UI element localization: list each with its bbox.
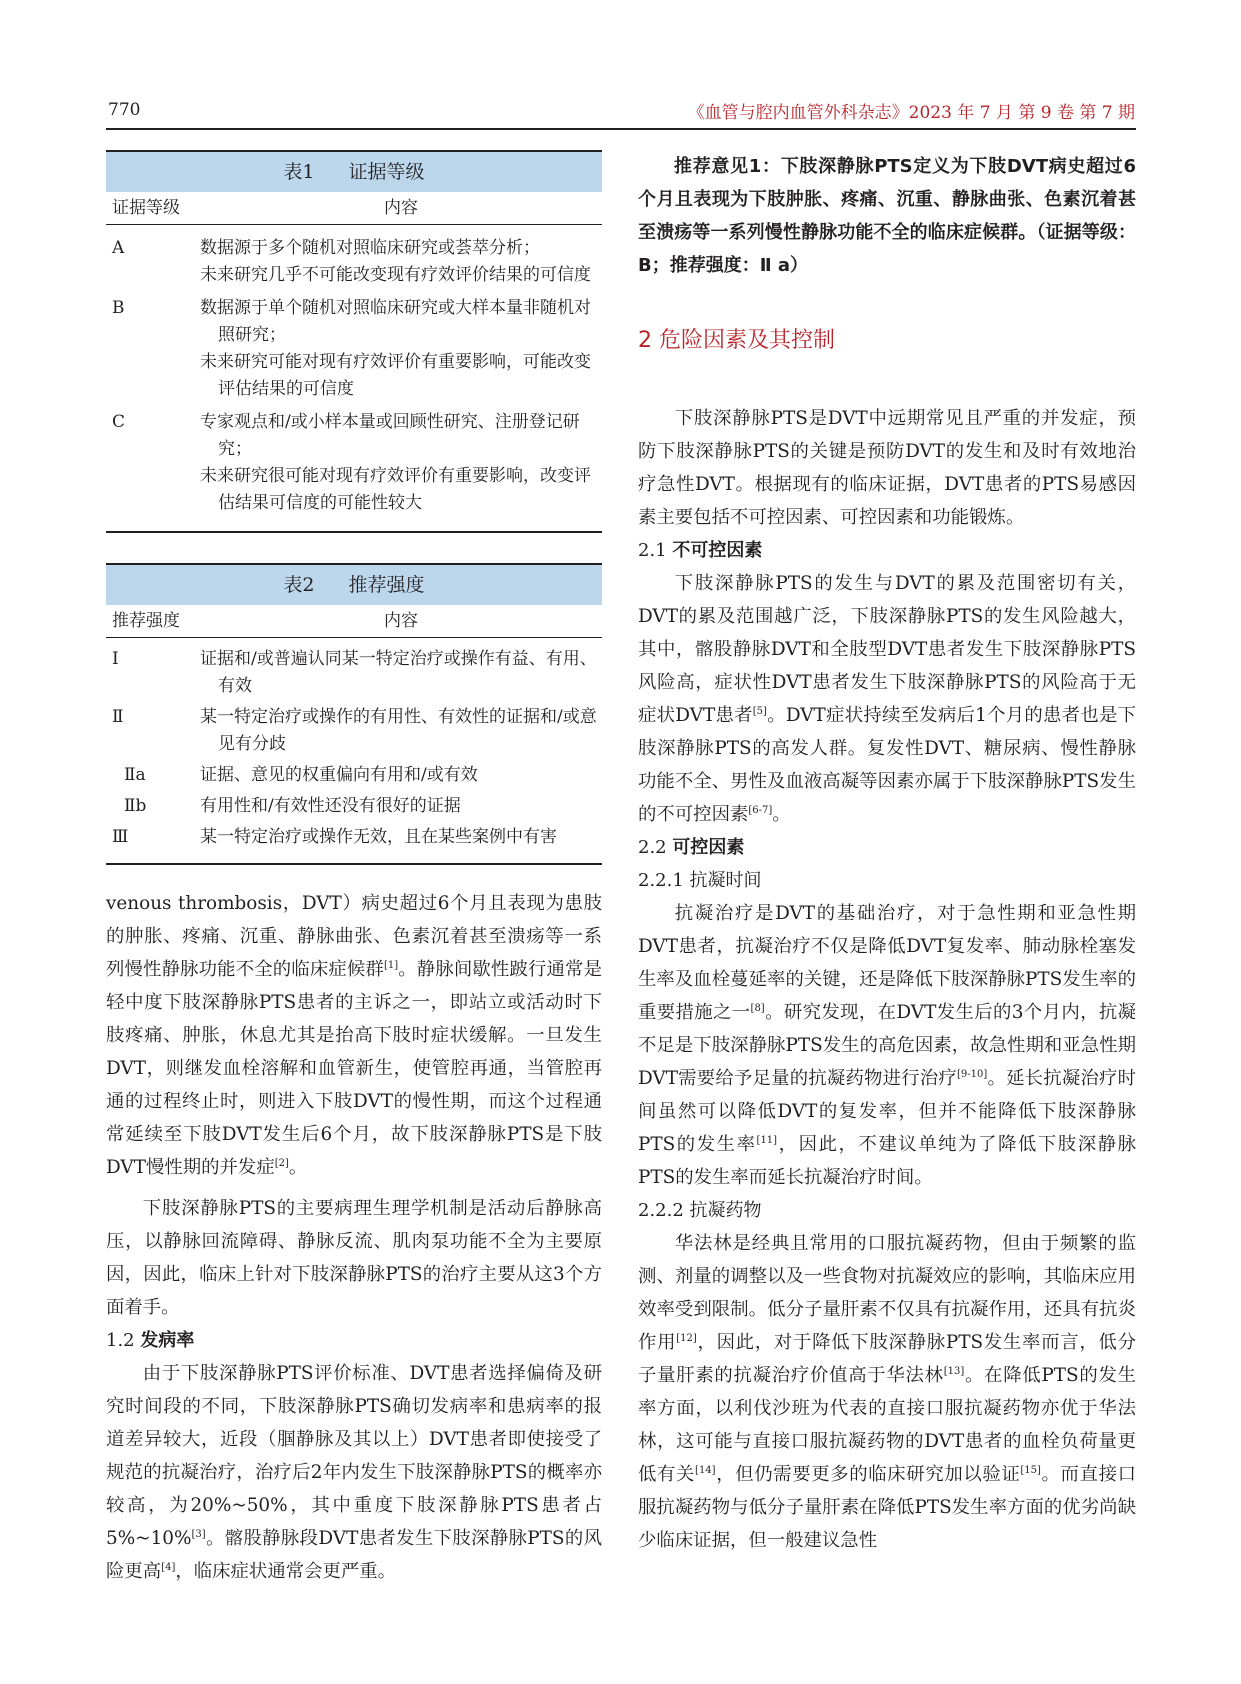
column-header: 内容 <box>384 611 418 631</box>
paragraph: 下肢深静脉PTS的主要病理生理学机制是活动后静脉高压，以静脉回流障碍、静脉反流、肌肉泵功能不全为主要原因，因此，临床上针对下肢深静脉PTS的治疗主要从这3个方面着手。 <box>106 1198 602 1318</box>
table-row <box>106 295 602 403</box>
page-number: 770 <box>108 100 141 120</box>
strength-code: Ⅲ <box>112 827 129 847</box>
table-cell-text: 数据源于单个随机对照临床研究或大样本量非随机对照研究； <box>200 298 591 345</box>
table-cell-text: 证据和/或普遍认同某一特定治疗或操作有益、有用、有效 <box>200 649 597 696</box>
table-recommendation-strength <box>106 563 602 865</box>
table-title: 表1 证据等级 <box>106 150 602 192</box>
evidence-code: C <box>112 412 126 432</box>
table-body <box>106 225 602 533</box>
strength-code: Ⅱb <box>124 796 147 816</box>
strength-code: Ⅱa <box>124 765 146 785</box>
table-cell-text: 未来研究可能对现有疗效评价有重要影响，可能改变评估结果的可信度 <box>200 352 591 399</box>
paragraph: venous thrombosis，DVT）病史超过6个月且表现为患肢的肿胀、疼痛、沉重、静脉曲张、色素沉着甚至溃疡等一系列慢性静脉功能不全的临床症候群[1]。静脉间歇性跛行通常是轻中度下肢深静脉PTS患者的主诉之一，即站立或活动时下肢疼痛、肿胀，休息尤其是抬高下肢时症状缓解。一旦发生DVT，则继发血栓溶解和血管新生，使管腔再通，当管腔再通的过程终止时，则进入下肢DVT的慢性期，而这个过程通常延续至下肢DVT发生后6个月，故下肢深静脉PTS是下肢DVT慢性期的并发症[2]。 <box>106 893 602 1178</box>
paragraph: 华法林是经典且常用的口服抗凝药物，但由于频繁的监测、剂量的调整以及一些食物对抗凝效应的影响，其临床应用效率受到限制。低分子量肝素不仅具有抗凝作用，还具有抗炎作用[12]，因此，对于降低下肢深静脉PTS发生率而言，低分子量肝素的抗凝治疗价值高于华法林[13]。在降低PTS的发生率方面，以利伐沙班为代表的直接口服抗凝药物亦优于华法林，这可能与直接口服抗凝药物的DVT患者的血栓负荷量更低有关[14]，但仍需要更多的临床研究加以验证[15]。而直接口服抗凝药物与低分子量肝素在降低PTS发生率方面的优劣尚缺少临床证据，但一般建议急性 <box>638 1233 1136 1551</box>
table-cell-text: 某一特定治疗或操作无效，且在某些案例中有害 <box>200 827 557 847</box>
table-row <box>106 793 602 820</box>
subsection-heading: 2.2 可控因素 <box>638 837 745 858</box>
table-header-row <box>106 192 602 225</box>
table-evidence-level <box>106 150 602 533</box>
subsection-heading: 1.2 发病率 <box>106 1330 195 1351</box>
header-rule <box>106 128 1136 130</box>
table-cell-text: 未来研究几乎不可能改变现有疗效评价结果的可信度 <box>200 265 591 285</box>
citation[interactable]: [5] <box>752 705 767 717</box>
table-body <box>106 638 602 865</box>
paragraph: 下肢深静脉PTS是DVT中远期常见且严重的并发症，预防下肢深静脉PTS的关键是预防DVT的发生和及时有效地治疗急性DVT。根据现有的临床证据，DVT患者的PTS易感因素主要包括不可控因素、可控因素和功能锻炼。 <box>638 408 1136 528</box>
right-column <box>638 150 1136 1557</box>
table-row <box>106 824 602 851</box>
table-cell-text: 证据、意见的权重偏向有用和/或有效 <box>200 765 478 785</box>
recommendation-box: 推荐意见1：下肢深静脉PTS定义为下肢DVT病史超过6个月且表现为下肢肿胀、疼痛、沉重、静脉曲张、色素沉着甚至溃疡等一系列慢性静脉功能不全的临床症候群。（证据等级：B；推荐强度：Ⅱ a） <box>638 156 1136 276</box>
table-row <box>106 762 602 789</box>
table-cell-text: 未来研究很可能对现有疗效评价有重要影响，改变评估结果可信度的可能性较大 <box>200 466 591 513</box>
citation[interactable]: [6-7] <box>748 804 773 816</box>
evidence-code: A <box>112 238 125 258</box>
subsubsection-heading: 2.2.1 抗凝时间 <box>638 870 762 891</box>
citation[interactable]: [9-10] <box>957 1068 988 1080</box>
citation[interactable]: [14] <box>695 1464 716 1476</box>
citation[interactable]: [13] <box>943 1365 965 1377</box>
table-row <box>106 646 602 700</box>
subsubsection-heading: 2.2.2 抗凝药物 <box>638 1200 762 1221</box>
citation[interactable]: [11] <box>756 1134 778 1146</box>
page-header <box>0 0 1241 130</box>
citation[interactable]: [15] <box>1020 1464 1041 1476</box>
citation[interactable]: [3] <box>191 1528 206 1540</box>
citation[interactable]: [2] <box>274 1157 289 1169</box>
citation[interactable]: [4] <box>161 1561 176 1573</box>
citation[interactable]: [12] <box>676 1332 697 1344</box>
table-row <box>106 235 602 289</box>
strength-code: Ⅱ <box>112 707 124 727</box>
table-cell-text: 有用性和/有效性还没有很好的证据 <box>200 796 461 816</box>
citation[interactable]: [8] <box>750 1002 765 1014</box>
table-row <box>106 409 602 517</box>
table-cell-text: 某一特定治疗或操作的有用性、有效性的证据和/或意见有分歧 <box>200 707 597 754</box>
paragraph: 由于下肢深静脉PTS评价标准、DVT患者选择偏倚及研究时间段的不同，下肢深静脉PTS确切发病率和患病率的报道差异较大，近段（腘静脉及其以上）DVT患者即使接受了规范的抗凝治疗，治疗后2年内发生下肢深静脉PTS的概率亦较高，为20%~50%，其中重度下肢深静脉PTS患者占5%~10%[3]。髂股静脉段DVT患者发生下肢深静脉PTS的风险更高[4]，临床症状通常会更严重。 <box>106 1363 602 1582</box>
column-header: 证据等级 <box>112 198 180 218</box>
journal-title: 《血管与腔内血管外科杂志》2023 年 7 月 第 9 卷 第 7 期 <box>687 103 1135 123</box>
section-title: 2 危险因素及其控制 <box>638 328 835 353</box>
table-title: 表2 推荐强度 <box>106 563 602 605</box>
table-cell-text: 专家观点和/或小样本量或回顾性研究、注册登记研究； <box>200 412 580 459</box>
left-column <box>106 150 602 1588</box>
paragraph: 抗凝治疗是DVT的基础治疗，对于急性期和亚急性期DVT患者，抗凝治疗不仅是降低DVT复发率、肺动脉栓塞发生率及血栓蔓延率的关键，还是降低下肢深静脉PTS发生率的重要措施之一[8]。研究发现，在DVT发生后的3个月内，抗凝不足是下肢深静脉PTS发生的高危因素，故急性期和亚急性期DVT需要给予足量的抗凝药物进行治疗[9-10]。延长抗凝治疗时间虽然可以降低DVT的复发率，但并不能降低下肢深静脉PTS的发生率[11]，因此，不建议单纯为了降低下肢深静脉PTS的发生率而延长抗凝治疗时间。 <box>638 903 1136 1188</box>
table-header-row <box>106 605 602 638</box>
table-row <box>106 704 602 758</box>
column-header: 推荐强度 <box>112 611 180 631</box>
table-cell-text: 数据源于多个随机对照临床研究或荟萃分析； <box>200 238 540 258</box>
subsection-heading: 2.1 不可控因素 <box>638 540 763 561</box>
citation[interactable]: [1] <box>383 959 399 971</box>
strength-code: Ⅰ <box>112 649 119 669</box>
paragraph: 下肢深静脉PTS的发生与DVT的累及范围密切有关，DVT的累及范围越广泛，下肢深静脉PTS的发生风险越大，其中，髂股静脉DVT和全肢型DVT患者发生下肢深静脉PTS风险高，症状性DVT患者发生下肢深静脉PTS的风险高于无症状DVT患者[5]。DVT症状持续至发病后1个月的患者也是下肢深静脉PTS的高发人群。复发性DVT、糖尿病、慢性静脉功能不全、男性及血液高凝等因素亦属于下肢深静脉PTS发生的不可控因素[6-7]。 <box>638 573 1136 825</box>
evidence-code: B <box>112 298 125 318</box>
column-header: 内容 <box>384 198 418 218</box>
